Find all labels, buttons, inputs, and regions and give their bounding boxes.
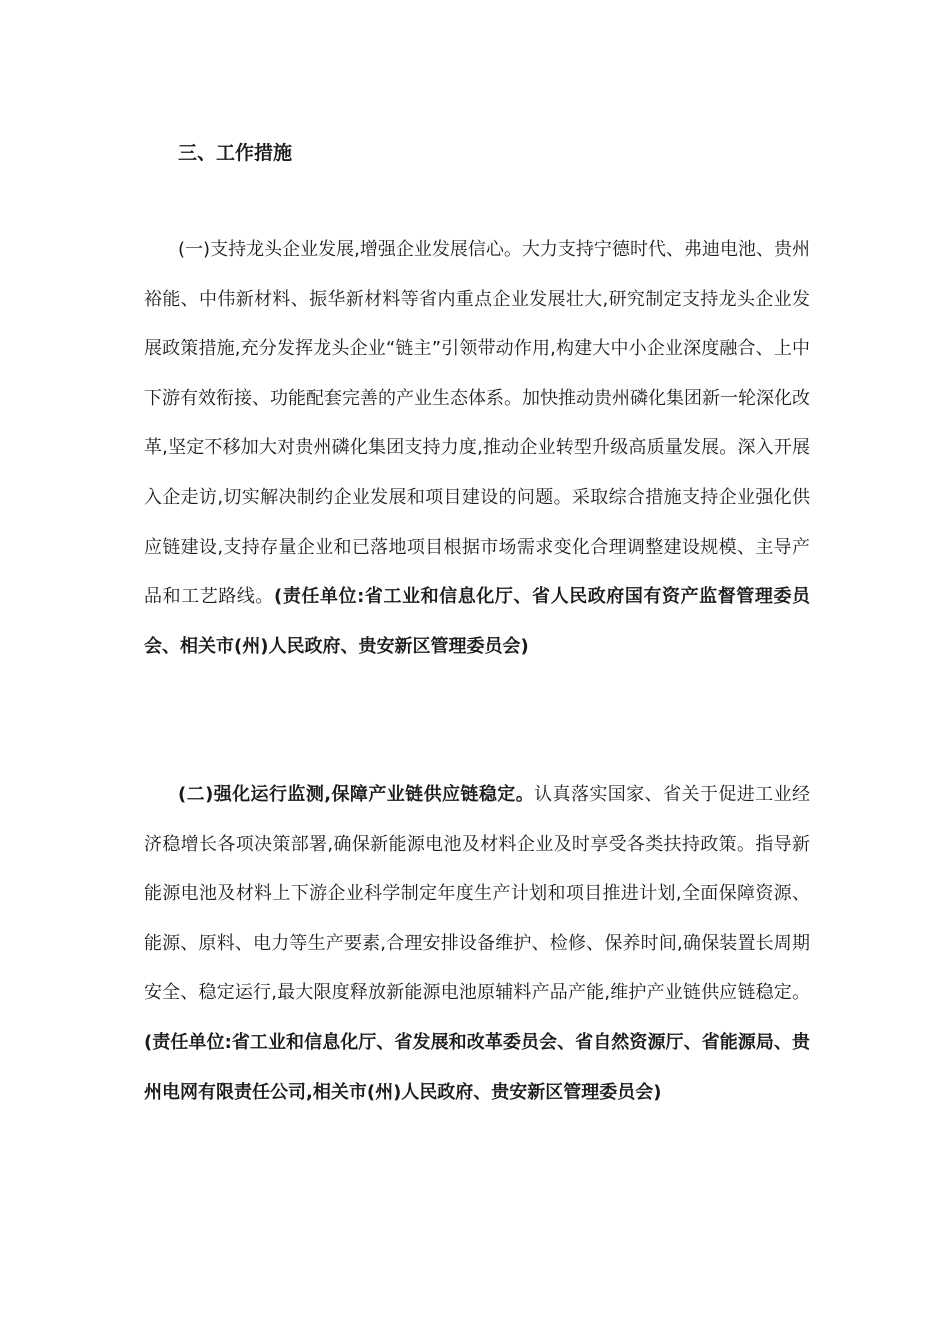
paragraph-2-lead: (二)强化运行监测,保障产业链供应链稳定。 bbox=[178, 784, 535, 805]
section-heading: 三、工作措施 bbox=[178, 142, 293, 164]
paragraph-2 bbox=[144, 770, 810, 1117]
paragraph-1-responsibility: (责任单位:省工业和信息化厅、省人民政府国有资产监督管理委员会、相关市(州)人民政府、贵安新区管理委员会) bbox=[144, 586, 811, 657]
paragraph-2-body: 认真落实国家、省关于促进工业经济稳增长各项决策部署,确保新能源电池及材料企业及时享受各类扶持政策。指导新能源电池及材料上下游企业科学制定年度生产计划和项目推进计划,全面保障资源、能源、原料、电力等生产要素,合理安排设备维护、检修、保养时间,确保装置长周期安全、稳定运行,最大限度释放新能源电池原辅料产品产能,维护产业链供应链稳定。 bbox=[144, 784, 811, 1004]
paragraph-1-body: (一)支持龙头企业发展,增强企业发展信心。大力支持宁德时代、弗迪电池、贵州裕能、中伟新材料、振华新材料等省内重点企业发展壮大,研究制定支持龙头企业发展政策措施,充分发挥龙头企业“链主”引领带动作用,构建大中小企业深度融合、上中下游有效衔接、功能配套完善的产业生态体系。加快推动贵州磷化集团新一轮深化改革,坚定不移加大对贵州磷化集团支持力度,推动企业转型升级高质量发展。深入开展入企走访,切实解决制约企业发展和项目建设的问题。采取综合措施支持企业强化供应链建设,支持存量企业和已落地项目根据市场需求变化合理调整建设规模、主导产品和工艺路线。 bbox=[144, 239, 810, 608]
paragraph-2-responsibility: (责任单位:省工业和信息化厅、省发展和改革委员会、省自然资源厅、省能源局、贵州电网有限责任公司,相关市(州)人民政府、贵安新区管理委员会) bbox=[144, 1031, 810, 1103]
paragraph-1 bbox=[144, 225, 810, 671]
